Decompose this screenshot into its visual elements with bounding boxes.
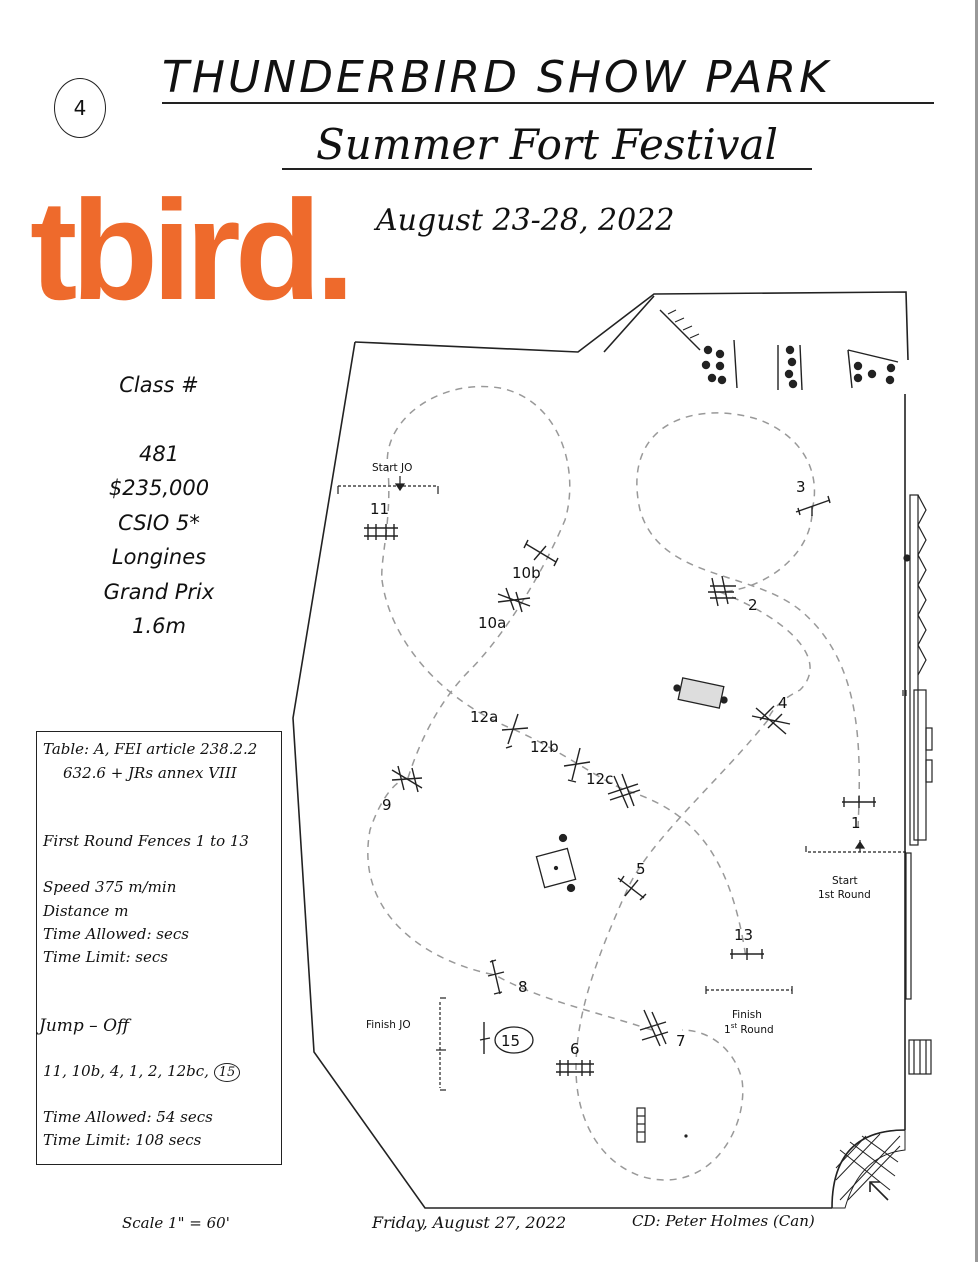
fence-label-9: 9 <box>382 796 392 814</box>
fence-label-10a: 10a <box>478 614 507 632</box>
fence-label-1: 1 <box>851 814 861 832</box>
fence-label-2: 2 <box>748 596 758 614</box>
page-number: 4 <box>73 96 87 120</box>
scale-note: Scale 1" = 60' <box>122 1214 230 1232</box>
fences <box>364 496 876 1076</box>
fence-7 <box>640 1010 668 1046</box>
fence-15 <box>480 1022 490 1054</box>
fence-10a <box>498 588 530 612</box>
venue-title: THUNDERBIRD SHOW PARK <box>162 56 934 104</box>
class-name: Grand Prix <box>103 579 215 604</box>
fence-label-10b: 10b <box>512 564 541 582</box>
class-label: Class # <box>119 373 199 397</box>
entrance-arrow <box>870 1182 888 1200</box>
table-line-2: 632.6 + JRs annex VIII <box>63 764 237 782</box>
class-prize: $235,000 <box>108 476 210 500</box>
jo-time-allowed: Time Allowed: 54 secs <box>43 1108 213 1126</box>
fence-6 <box>556 1060 594 1076</box>
start-1st-label-1: Start <box>832 875 858 887</box>
corner-hatch <box>832 1130 905 1208</box>
finish-jo-label: Finish JO <box>366 1019 411 1031</box>
flower-boxes <box>660 310 898 390</box>
fence-label-4: 4 <box>778 694 788 712</box>
start-finish-lines <box>338 486 906 1088</box>
fence-9 <box>392 766 422 792</box>
fence-13 <box>730 948 764 960</box>
start-jo-label: Start JO <box>372 462 413 474</box>
fence-label-13: 13 <box>734 926 754 944</box>
jo-time-limit: Time Limit: 108 secs <box>43 1131 202 1149</box>
fence-label-8: 8 <box>518 978 528 996</box>
finish-1st-label-2 <box>724 1022 774 1036</box>
fence-labels <box>370 478 861 1058</box>
finish-1st-sup: st <box>730 1022 738 1030</box>
class-height: 1.6m <box>132 614 186 638</box>
fence-label-6: 6 <box>570 1040 580 1058</box>
fence-label-12c: 12c <box>586 770 614 788</box>
water-tray <box>674 678 727 708</box>
table-line-1: Table: A, FEI article 238.2.2 <box>43 740 258 758</box>
planter-box <box>536 835 575 892</box>
event-dates: August 23-28, 2022 <box>376 203 675 238</box>
fence-3 <box>796 496 830 516</box>
course-designer: CD: Peter Holmes (Can) <box>632 1212 815 1230</box>
event-title: Summer Fort Festival <box>282 122 812 170</box>
fence-label-7: 7 <box>676 1032 686 1050</box>
jumpoff-final-fence: 15 <box>214 1063 241 1082</box>
jumpoff-fence-list: 11, 10b, 4, 1, 2, 12bc, <box>43 1062 209 1080</box>
time-limit: Time Limit: secs <box>43 948 168 966</box>
jumpoff-label: Jump – Off <box>39 1016 130 1036</box>
small-obstacle <box>637 1108 687 1142</box>
class-level: CSIO 5* <box>118 510 200 535</box>
fence-label-12b: 12b <box>530 738 559 756</box>
fence-label-11: 11 <box>370 500 390 518</box>
speed: Speed 375 m/min <box>43 878 177 896</box>
finish-1st-number: 1 <box>724 1024 731 1036</box>
time-allowed: Time Allowed: secs <box>43 925 189 943</box>
fence-11 <box>364 524 398 540</box>
fence-label-5: 5 <box>636 860 646 878</box>
first-round-fences: First Round Fences 1 to 13 <box>43 832 249 850</box>
fence-label-12a: 12a <box>470 708 499 726</box>
start-1st-label-2: 1st Round <box>818 889 871 901</box>
fence-label-3: 3 <box>796 478 806 496</box>
start-finish-labels <box>366 462 871 1036</box>
course-date: Friday, August 27, 2022 <box>372 1213 567 1232</box>
arena-boundary <box>293 292 908 1208</box>
fence-8 <box>488 960 504 994</box>
grandstand <box>903 495 932 1074</box>
class-sponsor: Longines <box>111 545 207 569</box>
class-number: 481 <box>138 441 180 466</box>
fence-10b <box>524 540 558 566</box>
tbird-logo: tbird. <box>30 171 349 330</box>
fence-12a <box>502 714 528 748</box>
fence-1 <box>842 796 876 808</box>
finish-1st-label-1: Finish <box>732 1009 762 1021</box>
course-path <box>368 387 859 1180</box>
distance: Distance m <box>43 902 129 920</box>
fence-label-15: 15 <box>501 1032 521 1050</box>
finish-1st-round: Round <box>737 1024 774 1036</box>
